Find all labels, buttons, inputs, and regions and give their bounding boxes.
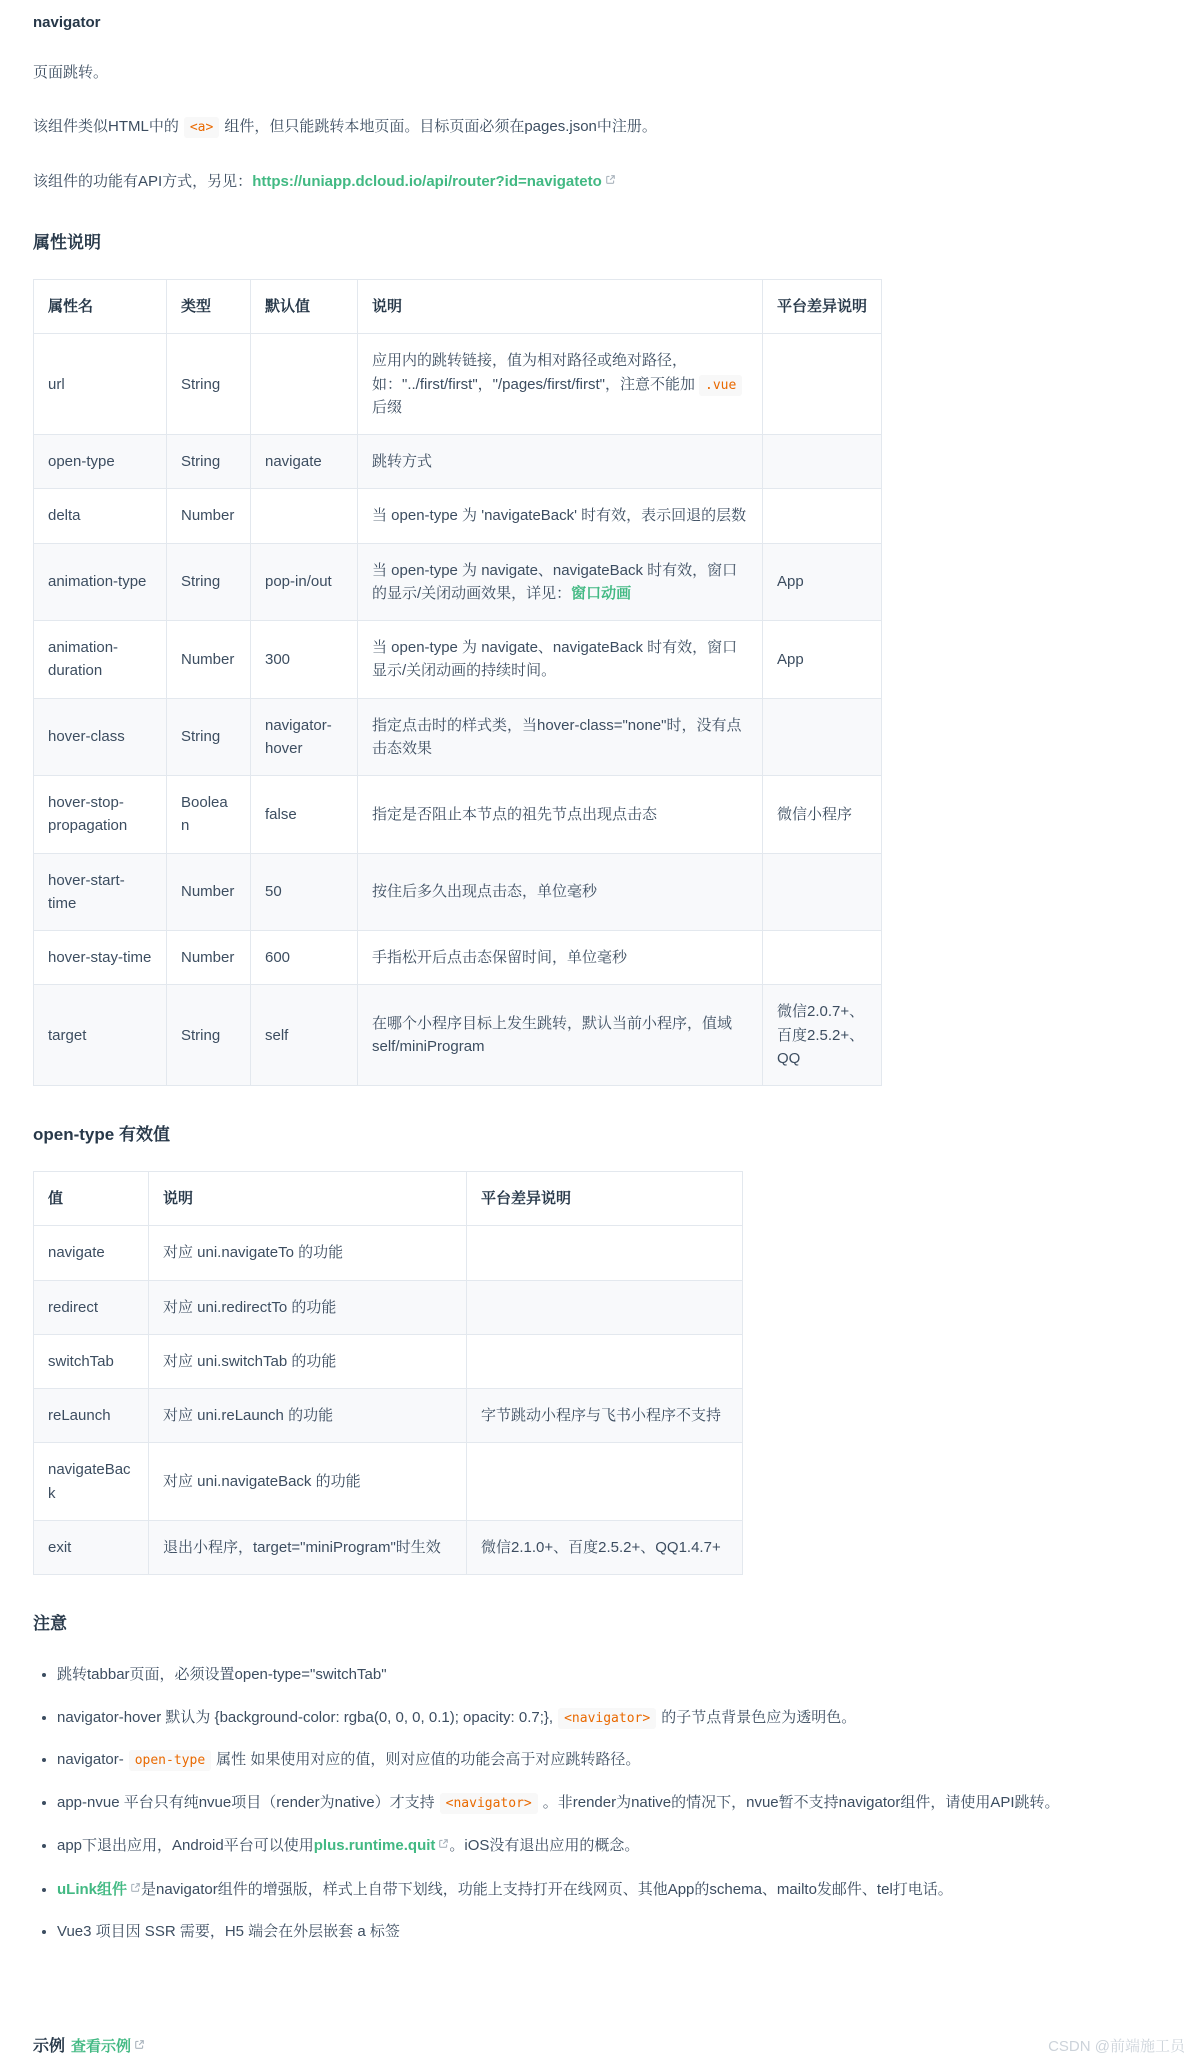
text-segment: 当 open-type 为 navigate、navigateBack 时有效，窗口显示/关闭动画的持续时间。 xyxy=(372,639,738,680)
inline-code: <navigator> xyxy=(440,1793,538,1814)
text-segment: 指定是否阻止本节点的祖先节点出现点击态 xyxy=(372,805,658,823)
table-header-row xyxy=(34,280,882,334)
text-segment: 该组件类似HTML中的 xyxy=(33,118,179,135)
table-row xyxy=(34,776,882,854)
table-cell xyxy=(167,489,251,543)
table-cell xyxy=(358,985,763,1086)
text-segment: String xyxy=(181,453,221,470)
text-segment: 当 open-type 为 navigate、navigateBack 时有效，窗口的显示/关闭动画效果，详见： xyxy=(372,561,738,602)
external-link-icon xyxy=(605,169,616,193)
text-segment: false xyxy=(265,805,297,823)
doc-link[interactable]: uLink组件 xyxy=(57,1880,127,1898)
column-header: 平台差异说明 xyxy=(763,280,882,334)
watermark: CSDN @前端施工员 xyxy=(1048,2038,1185,2055)
table-cell xyxy=(167,931,251,985)
table-row xyxy=(34,435,882,489)
text-segment: navigateBack xyxy=(48,1461,131,1502)
text-segment: 微信2.0.7+、百度2.5.2+、QQ xyxy=(777,1003,865,1067)
text-segment: App xyxy=(777,650,804,668)
text-segment: String xyxy=(181,728,221,746)
table-cell xyxy=(763,853,882,931)
table-cell xyxy=(251,489,358,543)
text-segment: app-nvue 平台只有纯nvue项目（render为native）才支持 xyxy=(57,1793,435,1811)
table-cell xyxy=(251,853,358,931)
table-cell xyxy=(251,334,358,435)
table-row xyxy=(34,1443,743,1521)
text-segment: 组件，但只能跳转本地页面。目标页面必须在pages.json中注册。 xyxy=(224,118,657,135)
text-segment: hover-stop-propagation xyxy=(48,794,128,835)
table-row xyxy=(34,543,882,621)
table-cell xyxy=(763,931,882,985)
table-row xyxy=(34,1389,743,1443)
text-segment: exit xyxy=(48,1538,72,1556)
table-row xyxy=(34,931,882,985)
table-cell xyxy=(358,776,763,854)
table-cell xyxy=(358,543,763,621)
inline-code: .vue xyxy=(699,375,742,396)
footer-row xyxy=(33,2033,1185,2056)
inline-code: open-type xyxy=(129,1750,211,1771)
table-header-row xyxy=(34,1172,743,1226)
text-segment: reLaunch xyxy=(48,1407,111,1424)
table-cell xyxy=(34,985,167,1086)
text-segment: navigate xyxy=(48,1244,105,1262)
text-segment: String xyxy=(181,375,221,393)
table-cell xyxy=(149,1389,467,1443)
table-cell xyxy=(34,1520,149,1574)
table-cell xyxy=(358,334,763,435)
text-segment: App xyxy=(777,573,804,591)
table-row xyxy=(34,853,882,931)
text-segment: 。非render为native的情况下，nvue暂不支持navigator组件，请使用API跳转。 xyxy=(542,1793,1060,1811)
table-cell xyxy=(149,1280,467,1334)
text-segment: 对应 uni.switchTab 的功能 xyxy=(163,1352,337,1370)
text-segment: navigate xyxy=(265,453,322,470)
table-cell xyxy=(34,931,167,985)
column-header: 值 xyxy=(34,1172,149,1226)
inline-code: <a> xyxy=(184,117,219,138)
table-cell xyxy=(149,1334,467,1388)
text-segment: redirect xyxy=(48,1298,99,1316)
text-segment: Number xyxy=(181,883,235,901)
text-segment: 。iOS没有退出应用的概念。 xyxy=(449,1837,640,1854)
table-cell xyxy=(167,334,251,435)
table-cell xyxy=(467,1280,743,1334)
table-cell xyxy=(167,698,251,776)
column-header: 说明 xyxy=(149,1172,467,1226)
text-segment: 微信2.1.0+、百度2.5.2+、QQ1.4.7+ xyxy=(481,1538,721,1556)
table-cell xyxy=(149,1226,467,1280)
text-segment: navigator- xyxy=(57,1751,124,1768)
table-cell xyxy=(34,334,167,435)
text-segment: 指定点击时的样式类，当hover-class="none"时，没有点击态效果 xyxy=(372,716,742,757)
note-item xyxy=(57,1747,1168,1773)
note-item xyxy=(57,1832,1168,1859)
table-cell xyxy=(358,931,763,985)
text-segment: target xyxy=(48,1026,87,1044)
table-cell xyxy=(251,698,358,776)
column-header: 默认值 xyxy=(251,280,358,334)
example-label: 示例 xyxy=(33,2038,66,2055)
table-cell xyxy=(358,489,763,543)
table-cell xyxy=(167,543,251,621)
external-link-icon xyxy=(438,1832,449,1858)
text-segment: String xyxy=(181,573,221,591)
text-segment: 退出小程序，target="miniProgram"时生效 xyxy=(163,1538,441,1556)
table-cell xyxy=(34,1334,149,1388)
table-cell xyxy=(763,985,882,1086)
text-segment: 页面跳转。 xyxy=(33,64,109,81)
text-segment: 50 xyxy=(265,883,282,901)
table-cell xyxy=(763,334,882,435)
table-cell xyxy=(167,853,251,931)
table-cell xyxy=(763,543,882,621)
table-cell xyxy=(34,1280,149,1334)
notes-list xyxy=(33,1662,1168,1945)
text-segment: Number xyxy=(181,650,235,668)
column-header: 属性名 xyxy=(34,280,167,334)
intro-paragraphs xyxy=(33,61,1168,194)
table-cell xyxy=(167,776,251,854)
table-cell xyxy=(167,985,251,1086)
table-row xyxy=(34,1226,743,1280)
text-segment: 跳转方式 xyxy=(372,453,433,470)
table-row xyxy=(34,985,882,1086)
text-segment: url xyxy=(48,375,65,393)
table-cell xyxy=(251,435,358,489)
table-cell xyxy=(763,621,882,699)
example-line xyxy=(33,2033,145,2056)
table-row xyxy=(34,489,882,543)
text-segment: 按住后多久出现点击态，单位毫秒 xyxy=(372,883,598,901)
intro-paragraph xyxy=(33,169,1168,194)
table-cell xyxy=(763,489,882,543)
intro-paragraph xyxy=(33,61,1168,85)
table-cell xyxy=(167,435,251,489)
doc-link[interactable]: https://uniapp.dcloud.io/api/router?id=navigateto xyxy=(252,173,602,190)
text-segment: 后缀 xyxy=(372,398,403,416)
table-cell xyxy=(763,698,882,776)
text-segment: pop-in/out xyxy=(265,573,332,591)
text-segment: navigator-hover 默认为 {background-color: rgba(0, 0, 0, 0.1); opacity: 0.7;}, xyxy=(57,1708,554,1726)
open-type-values-table xyxy=(33,1171,743,1575)
table-row xyxy=(34,621,882,699)
external-link-icon xyxy=(130,1876,141,1902)
text-segment: delta xyxy=(48,507,81,525)
inline-code: <navigator> xyxy=(558,1708,656,1729)
text-segment: 应用内的跳转链接，值为相对路径或绝对路径，如："../first/first"，"/pages/first/first"，注意不能加 xyxy=(372,352,695,393)
open-type-section-heading: open-type 有效值 xyxy=(33,1125,170,1144)
note-item xyxy=(57,1705,1168,1731)
external-link-icon xyxy=(134,2037,145,2055)
column-header: 说明 xyxy=(358,280,763,334)
table-cell xyxy=(149,1443,467,1521)
text-segment: self xyxy=(265,1026,289,1044)
table-cell xyxy=(467,1226,743,1280)
text-segment: 字节跳动小程序与飞书小程序不支持 xyxy=(481,1407,722,1424)
table-cell xyxy=(467,1334,743,1388)
column-header: 类型 xyxy=(167,280,251,334)
doc-link[interactable]: 窗口动画 xyxy=(571,584,632,602)
table-row xyxy=(34,334,882,435)
text-segment: 跳转tabbar页面，必须设置open-type="switchTab" xyxy=(57,1666,387,1683)
table-cell xyxy=(34,621,167,699)
attributes-table xyxy=(33,279,882,1086)
text-segment: switchTab xyxy=(48,1352,114,1370)
text-segment: Boolean xyxy=(181,794,228,835)
text-segment: app下退出应用，Android平台可以使用 xyxy=(57,1837,314,1854)
doc-link[interactable]: plus.runtime.quit xyxy=(313,1837,436,1854)
text-segment: Number xyxy=(181,949,235,966)
text-segment: navigator-hover xyxy=(265,716,332,757)
text-segment: 是navigator组件的增强版，样式上自带下划线，功能上支持打开在线网页、其他App的schema、mailto发邮件、tel打电话。 xyxy=(141,1880,953,1898)
text-segment: 属性 如果使用对应的值，则对应值的功能会高于对应跳转路径。 xyxy=(216,1751,641,1768)
text-segment: 600 xyxy=(265,949,291,966)
note-item xyxy=(57,1790,1168,1816)
table-cell xyxy=(251,931,358,985)
column-header: 平台差异说明 xyxy=(467,1172,743,1226)
text-segment: animation-duration xyxy=(48,639,119,680)
table-cell xyxy=(34,1389,149,1443)
view-example-link[interactable]: 查看示例 xyxy=(71,2038,132,2055)
notes-section-heading: 注意 xyxy=(33,1614,67,1633)
text-segment: Number xyxy=(181,507,235,525)
text-segment: 对应 uni.navigateTo 的功能 xyxy=(163,1244,344,1262)
table-cell xyxy=(358,621,763,699)
table-row xyxy=(34,1334,743,1388)
text-segment: 的子节点背景色应为透明色。 xyxy=(661,1708,857,1726)
text-segment: hover-start-time xyxy=(48,871,125,912)
table-cell xyxy=(251,776,358,854)
text-segment: 300 xyxy=(265,650,291,668)
note-item xyxy=(57,1662,1168,1688)
note-item xyxy=(57,1919,1168,1945)
attrs-section-heading: 属性说明 xyxy=(33,233,101,252)
table-cell xyxy=(34,1443,149,1521)
text-segment: open-type xyxy=(48,453,115,470)
table-row xyxy=(34,1520,743,1574)
text-segment: 在哪个小程序目标上发生跳转，默认当前小程序，值域 self/miniProgram xyxy=(372,1014,733,1056)
table-row xyxy=(34,698,882,776)
table-cell xyxy=(149,1520,467,1574)
table-cell xyxy=(251,543,358,621)
text-segment: hover-stay-time xyxy=(48,949,152,966)
text-segment: animation-type xyxy=(48,573,147,591)
table-cell xyxy=(34,853,167,931)
table-row xyxy=(34,1280,743,1334)
text-segment: 该组件的功能有API方式，另见： xyxy=(33,173,253,190)
table-cell xyxy=(358,853,763,931)
table-cell xyxy=(358,698,763,776)
table-cell xyxy=(251,621,358,699)
text-segment: 对应 uni.reLaunch 的功能 xyxy=(163,1407,334,1424)
text-segment: hover-class xyxy=(48,728,125,746)
table-cell xyxy=(167,621,251,699)
text-segment: Vue3 项目因 SSR 需要，H5 端会在外层嵌套 a 标签 xyxy=(57,1923,400,1940)
table-cell xyxy=(358,435,763,489)
table-cell xyxy=(467,1389,743,1443)
table-cell xyxy=(34,1226,149,1280)
page-title: navigator xyxy=(33,14,101,31)
table-cell xyxy=(251,985,358,1086)
text-segment: 对应 uni.redirectTo 的功能 xyxy=(163,1298,337,1316)
table-cell xyxy=(34,435,167,489)
table-cell xyxy=(467,1443,743,1521)
text-segment: String xyxy=(181,1026,221,1044)
text-segment: 手指松开后点击态保留时间，单位毫秒 xyxy=(372,949,628,966)
table-cell xyxy=(34,489,167,543)
note-item xyxy=(57,1876,1168,1903)
table-cell xyxy=(34,698,167,776)
table-cell xyxy=(34,776,167,854)
text-segment: 当 open-type 为 'navigateBack' 时有效，表示回退的层数 xyxy=(372,507,747,525)
table-cell xyxy=(467,1520,743,1574)
text-segment: 对应 uni.navigateBack 的功能 xyxy=(163,1472,361,1490)
table-cell xyxy=(763,776,882,854)
text-segment: 微信小程序 xyxy=(777,805,853,823)
table-cell xyxy=(34,543,167,621)
table-cell xyxy=(763,435,882,489)
intro-paragraph xyxy=(33,115,1168,139)
